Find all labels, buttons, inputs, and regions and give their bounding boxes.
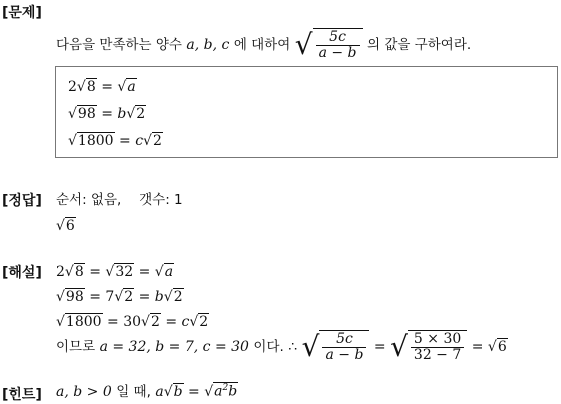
answer-value: √6: [56, 218, 75, 234]
problem-radical: [313, 28, 363, 62]
problem-text-before: 다음을 만족하는 양수: [56, 36, 182, 53]
hint-label: [힌트]: [2, 387, 42, 403]
answer-label: [정답]: [2, 193, 42, 209]
condition-line-2: √98 = b√2: [68, 106, 146, 122]
problem-condition-box: [55, 66, 558, 158]
problem-frac-num: 5c: [316, 30, 360, 46]
problem-label: [문제]: [2, 5, 42, 21]
problem-vars: a, b, c: [186, 36, 230, 53]
condition-line-3: √1800 = c√2: [68, 133, 162, 149]
condition-line-1: 2√8 = √a: [68, 79, 136, 95]
solution-line-3: √1800 = 30√2 = c√2: [56, 314, 209, 330]
sqrt-symbol: √: [294, 27, 313, 61]
problem-text-mid: 에 대하여: [233, 36, 291, 53]
solution-label: [해설]: [2, 265, 42, 281]
answer-order: 순서: 없음,: [56, 192, 122, 208]
problem-text-after: 의 값을 구하여라.: [366, 36, 472, 53]
problem-frac-den: a − b: [318, 45, 357, 62]
answer-count: 갯수: 1: [139, 192, 183, 208]
solution-line-4: 이므로 a = 32, b = 7, c = 30 이다. ∴ √ $\frac{5c}{a - b}$ = √ $\frac{5 \times 30}{32 - 7}$ = √6: [56, 329, 507, 364]
hint-line: a, b > 0 일 때, $a√b = √a^2b$: [56, 383, 238, 400]
answer-meta: [56, 190, 183, 210]
solution-line-2: √98 = 7√2 = b√2: [56, 289, 183, 305]
solution-line-1: 2√8 = √32 = √a: [56, 264, 174, 280]
problem-statement: [56, 28, 471, 62]
